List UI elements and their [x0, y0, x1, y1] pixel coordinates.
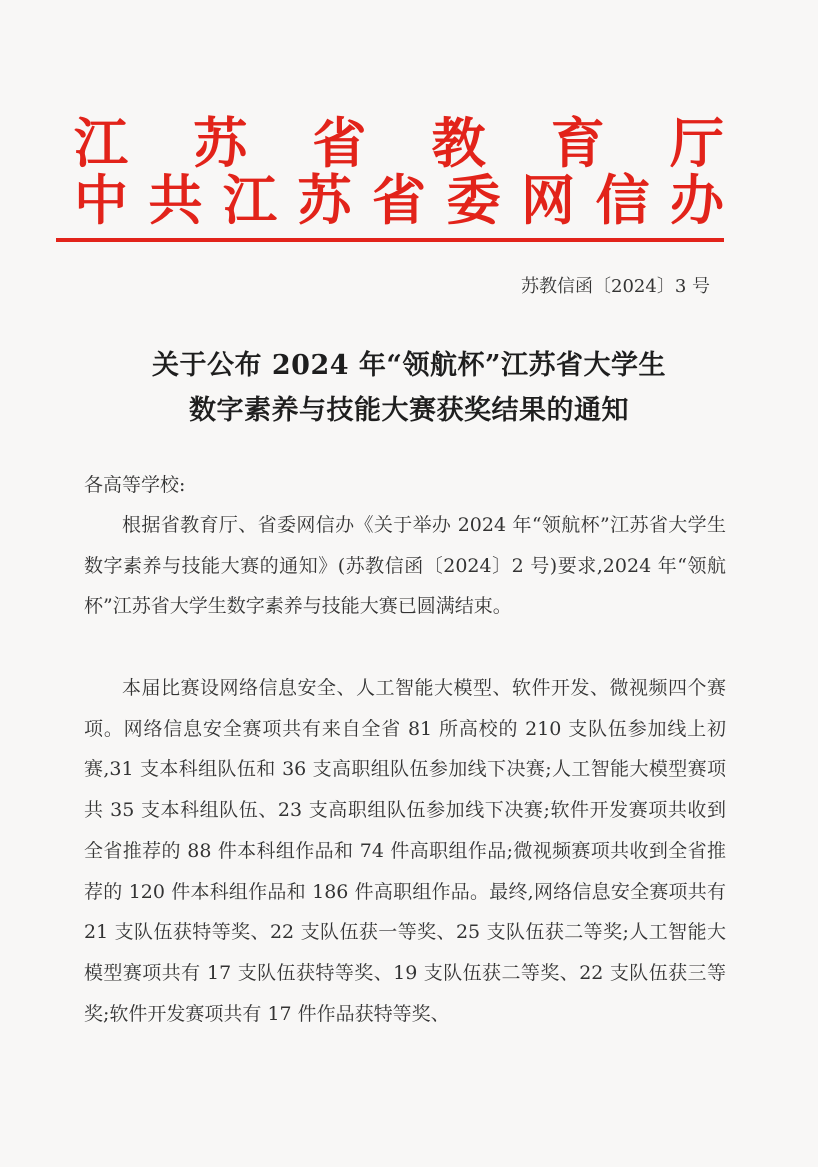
header-char: 委	[446, 168, 501, 232]
document-number: 苏教信函〔2024〕3 号	[521, 276, 710, 297]
header-char: 育	[550, 111, 605, 175]
header-char: 共	[148, 168, 203, 232]
body-paragraph-1: 根据省教育厅、省委网信办《关于举办 2024 年“领航杯”江苏省大学生数字素养与技能大赛的通知》(苏教信函〔2024〕2 号)要求,2024 年“领航杯”江苏省大学生数字素养与技能大赛已圆满结束。	[84, 514, 726, 618]
header-char: 办	[670, 168, 724, 232]
document-title-line-1: 关于公布 2024 年“领航杯”江苏省大学生	[151, 350, 666, 381]
header-char: 江	[74, 111, 128, 175]
body-paragraph-2: 本届比赛设网络信息安全、人工智能大模型、软件开发、微视频四个赛项。网络信息安全赛项共有来自全省 81 所高校的 210 支队伍参加线上初赛,31 支本科组队伍和 36 支高职组队伍参加线下决赛;人工智能大模型赛项共 35 支本科组队伍、23 支高职组队伍参加线下决赛;软件开发赛项共收到全省推荐的 88 件本科组作品和 74 件高职组作品;微视频赛项共收到全省推荐的 120 件本科组作品和 186 件高职组作品。最终,网络信息安全赛项共有 21 支队伍获特等奖、22 支队伍获一等奖、25 支队伍获二等奖;人工智能大模型赛项共有 17 支队伍获特等奖、19 支队伍获二等奖、22 支队伍获三等奖;软件开发赛项共有 17 件作品获特等奖、	[84, 677, 726, 1025]
issuer-line-cyberspace-office	[74, 170, 724, 230]
salutation: 各高等学校:	[84, 474, 186, 496]
header-char: 省	[312, 111, 367, 175]
header-char: 江	[223, 168, 277, 232]
header-char: 省	[372, 168, 426, 232]
issuer-line-education-department	[74, 113, 724, 173]
header-char: 厅	[669, 111, 724, 175]
header-char: 苏	[193, 111, 248, 175]
header-char: 中	[74, 168, 128, 232]
red-header-divider	[56, 238, 724, 242]
document-title-line-2: 数字素养与技能大赛获奖结果的通知	[189, 395, 629, 426]
header-char: 网	[521, 168, 575, 232]
header-char: 信	[595, 168, 650, 232]
header-char: 苏	[297, 168, 352, 232]
header-char: 教	[431, 111, 486, 175]
